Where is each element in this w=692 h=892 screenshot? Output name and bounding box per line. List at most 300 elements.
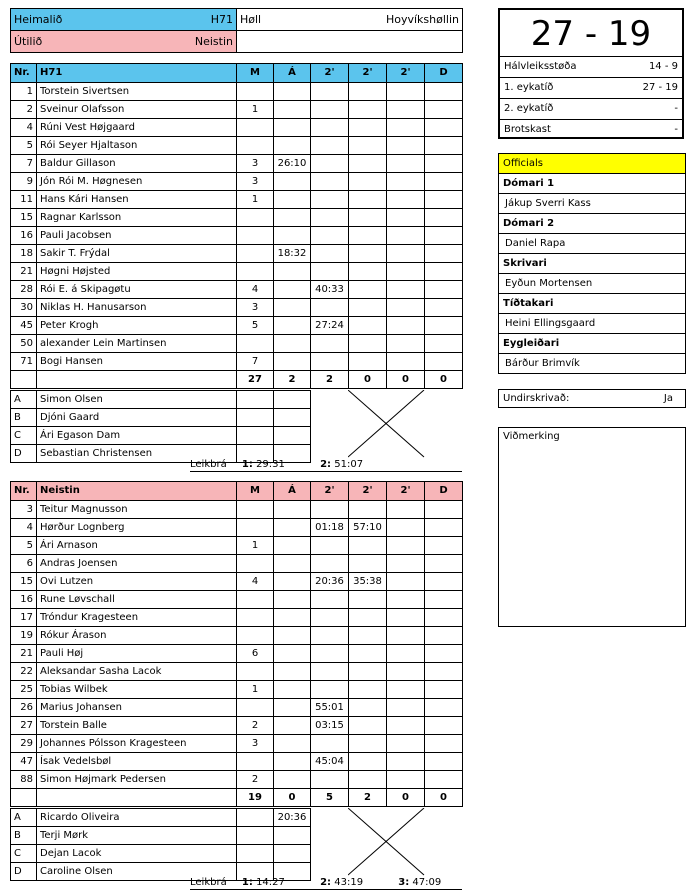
player-disqualification [425, 299, 463, 317]
player-number: 1 [11, 83, 37, 101]
player-suspension-3 [387, 299, 425, 317]
player-disqualification [425, 717, 463, 735]
player-name: Hørður Lognberg [37, 519, 237, 537]
player-number: 21 [11, 645, 37, 663]
player-warning [274, 501, 311, 519]
home-timeout-2-time: 51:07 [334, 459, 364, 470]
away-timeout-3-time: 47:09 [412, 877, 442, 888]
player-warning [274, 573, 311, 591]
player-suspension-2 [349, 335, 387, 353]
player-suspension-3 [387, 155, 425, 173]
totals-row [11, 371, 463, 389]
player-number: 26 [11, 699, 37, 717]
player-row [11, 335, 463, 353]
player-suspension-2 [349, 281, 387, 299]
score-row [500, 78, 682, 99]
totals-blank [37, 789, 237, 807]
player-goals [237, 609, 274, 627]
player-suspension-3 [387, 101, 425, 119]
player-disqualification [425, 753, 463, 771]
away-team-name: Neistin [194, 35, 233, 48]
home-team-cell [11, 9, 237, 31]
final-score: 27 - 19 [500, 10, 682, 57]
player-row [11, 173, 463, 191]
player-suspension-1 [311, 735, 349, 753]
staff-blank [237, 827, 274, 845]
player-name: Niklas H. Hanusarson [37, 299, 237, 317]
player-number: 4 [11, 119, 37, 137]
player-suspension-1 [311, 591, 349, 609]
player-suspension-3 [387, 317, 425, 335]
player-suspension-3 [387, 335, 425, 353]
player-number: 5 [11, 537, 37, 555]
staff-name: Ricardo Oliveira [37, 809, 237, 827]
player-suspension-2 [349, 771, 387, 789]
player-name: Pauli Høj [37, 645, 237, 663]
score-row [500, 99, 682, 120]
player-row [11, 537, 463, 555]
player-row [11, 281, 463, 299]
player-suspension-3 [387, 173, 425, 191]
col-m: M [237, 482, 274, 501]
player-disqualification [425, 555, 463, 573]
official-role: Dómari 1 [498, 174, 686, 194]
player-warning [274, 335, 311, 353]
player-suspension-1 [311, 353, 349, 371]
official-name: Bárður Brimvík [498, 354, 686, 374]
player-disqualification [425, 263, 463, 281]
col-t2: 2' [349, 64, 387, 83]
player-suspension-3 [387, 227, 425, 245]
player-row [11, 263, 463, 281]
player-number: 17 [11, 609, 37, 627]
player-suspension-2 [349, 555, 387, 573]
player-suspension-1: 20:36 [311, 573, 349, 591]
player-suspension-3 [387, 717, 425, 735]
player-suspension-3 [387, 609, 425, 627]
staff-name: Djóni Gaard [37, 409, 237, 427]
staff-name: Ári Egason Dam [37, 427, 237, 445]
player-warning [274, 263, 311, 281]
player-suspension-3 [387, 591, 425, 609]
hall-label: Høll [240, 13, 262, 26]
home-timeouts [190, 458, 462, 472]
away-timeouts [190, 876, 462, 890]
player-name: Simon Højmark Pedersen [37, 771, 237, 789]
home-label: Heimalið [14, 13, 63, 26]
player-warning [274, 281, 311, 299]
player-goals: 3 [237, 735, 274, 753]
player-number: 21 [11, 263, 37, 281]
player-suspension-2 [349, 263, 387, 281]
player-name: Ári Arnason [37, 537, 237, 555]
player-suspension-2 [349, 717, 387, 735]
player-disqualification [425, 663, 463, 681]
player-warning [274, 317, 311, 335]
player-disqualification [425, 227, 463, 245]
player-disqualification [425, 771, 463, 789]
staff-warning [274, 845, 311, 863]
player-suspension-3 [387, 191, 425, 209]
player-suspension-2 [349, 501, 387, 519]
player-suspension-3 [387, 245, 425, 263]
home-team-name: H71 [210, 13, 233, 26]
staff-warning [274, 827, 311, 845]
home-staff-crossed-box [348, 390, 462, 458]
player-suspension-2 [349, 245, 387, 263]
away-team-cell [11, 31, 237, 53]
away-timeout-2-time: 43:19 [334, 877, 364, 888]
away-label: Útilið [14, 35, 43, 48]
staff-name: Sebastian Christensen [37, 445, 237, 463]
total-t3: 0 [387, 371, 425, 389]
total-m: 19 [237, 789, 274, 807]
player-warning [274, 681, 311, 699]
col-m: M [237, 64, 274, 83]
total-a: 2 [274, 371, 311, 389]
player-suspension-3 [387, 519, 425, 537]
totals-blank [11, 371, 37, 389]
home-timeout-1-time: 29:31 [256, 459, 285, 470]
player-name: Peter Krogh [37, 317, 237, 335]
player-row [11, 353, 463, 371]
player-suspension-3 [387, 699, 425, 717]
player-row [11, 591, 463, 609]
player-number: 22 [11, 663, 37, 681]
score-box [498, 8, 684, 139]
player-disqualification [425, 173, 463, 191]
totals-row [11, 789, 463, 807]
player-number: 30 [11, 299, 37, 317]
player-suspension-3 [387, 281, 425, 299]
player-row [11, 209, 463, 227]
player-suspension-2 [349, 227, 387, 245]
col-nr: Nr. [11, 482, 37, 501]
player-suspension-1: 27:24 [311, 317, 349, 335]
player-suspension-2 [349, 609, 387, 627]
player-goals: 3 [237, 173, 274, 191]
totals-blank [11, 789, 37, 807]
away-timeout-2-num: 2: [320, 877, 332, 888]
player-row [11, 771, 463, 789]
staff-name: Terji Mørk [37, 827, 237, 845]
player-goals: 4 [237, 281, 274, 299]
score-row-label: 1. eykatíð [504, 82, 554, 93]
player-warning: 18:32 [274, 245, 311, 263]
player-warning [274, 591, 311, 609]
player-suspension-2 [349, 83, 387, 101]
player-warning [274, 119, 311, 137]
signed-box [498, 389, 686, 408]
player-number: 18 [11, 245, 37, 263]
player-warning [274, 173, 311, 191]
player-row [11, 681, 463, 699]
staff-blank [237, 427, 274, 445]
player-name: Andras Joensen [37, 555, 237, 573]
staff-warning [274, 391, 311, 409]
player-goals [237, 335, 274, 353]
player-goals [237, 227, 274, 245]
player-warning [274, 353, 311, 371]
staff-code: D [11, 445, 37, 463]
player-disqualification [425, 83, 463, 101]
player-warning [274, 137, 311, 155]
player-suspension-3 [387, 537, 425, 555]
player-number: 88 [11, 771, 37, 789]
player-disqualification [425, 609, 463, 627]
match-info-table [10, 8, 463, 53]
player-disqualification [425, 335, 463, 353]
player-name: Torstein Balle [37, 717, 237, 735]
player-goals: 3 [237, 299, 274, 317]
player-suspension-2 [349, 591, 387, 609]
staff-blank [237, 391, 274, 409]
score-row [500, 57, 682, 78]
player-number: 16 [11, 591, 37, 609]
player-suspension-3 [387, 735, 425, 753]
staff-warning [274, 409, 311, 427]
player-disqualification [425, 119, 463, 137]
player-goals [237, 699, 274, 717]
player-row [11, 555, 463, 573]
player-number: 9 [11, 173, 37, 191]
score-row-value: - [674, 103, 678, 114]
player-goals [237, 663, 274, 681]
player-goals [237, 209, 274, 227]
player-goals [237, 501, 274, 519]
player-warning [274, 645, 311, 663]
player-number: 27 [11, 717, 37, 735]
player-suspension-1 [311, 209, 349, 227]
player-suspension-2 [349, 663, 387, 681]
player-suspension-3 [387, 501, 425, 519]
player-number: 5 [11, 137, 37, 155]
staff-code: A [11, 391, 37, 409]
staff-code: B [11, 827, 37, 845]
official-name: Heini Ellingsgaard [498, 314, 686, 334]
player-disqualification [425, 699, 463, 717]
total-t2: 2 [349, 789, 387, 807]
player-disqualification [425, 501, 463, 519]
player-name: Sveinur Olafsson [37, 101, 237, 119]
score-row-value: 27 - 19 [642, 82, 678, 93]
away-timeout-1-num: 1: [241, 877, 253, 888]
player-disqualification [425, 681, 463, 699]
blank-cell [237, 31, 463, 53]
hall-name: Hoyvíkshøllin [385, 13, 459, 26]
total-t2: 0 [349, 371, 387, 389]
player-suspension-1: 45:04 [311, 753, 349, 771]
official-name: Daniel Rapa [498, 234, 686, 254]
score-row-value: 14 - 9 [648, 61, 678, 72]
player-name: Rúni Vest Højgaard [37, 119, 237, 137]
score-row [500, 120, 682, 140]
player-row [11, 101, 463, 119]
player-suspension-3 [387, 263, 425, 281]
player-warning: 26:10 [274, 155, 311, 173]
player-suspension-1: 01:18 [311, 519, 349, 537]
signed-label: Undirskrivað: [503, 393, 570, 404]
player-suspension-1: 40:33 [311, 281, 349, 299]
player-suspension-1 [311, 191, 349, 209]
player-disqualification [425, 573, 463, 591]
player-warning [274, 83, 311, 101]
player-number: 3 [11, 501, 37, 519]
total-d: 0 [425, 789, 463, 807]
player-disqualification [425, 519, 463, 537]
staff-code: A [11, 809, 37, 827]
col-d: D [425, 482, 463, 501]
player-goals: 4 [237, 573, 274, 591]
col-nr: Nr. [11, 64, 37, 83]
player-name: Torstein Sivertsen [37, 83, 237, 101]
player-suspension-1: 55:01 [311, 699, 349, 717]
player-disqualification [425, 591, 463, 609]
player-suspension-2 [349, 155, 387, 173]
player-suspension-1 [311, 501, 349, 519]
player-name: Bogi Hansen [37, 353, 237, 371]
staff-name: Dejan Lacok [37, 845, 237, 863]
player-suspension-2 [349, 753, 387, 771]
player-name: alexander Lein Martinsen [37, 335, 237, 353]
col-t2: 2' [349, 482, 387, 501]
player-warning [274, 519, 311, 537]
player-goals: 2 [237, 771, 274, 789]
player-name: Sakir T. Frýdal [37, 245, 237, 263]
player-number: 15 [11, 573, 37, 591]
player-goals [237, 83, 274, 101]
player-warning [274, 771, 311, 789]
player-suspension-3 [387, 681, 425, 699]
player-suspension-1 [311, 335, 349, 353]
col-t1: 2' [311, 64, 349, 83]
staff-code: D [11, 863, 37, 881]
player-suspension-2 [349, 119, 387, 137]
player-name: Jón Rói M. Høgnesen [37, 173, 237, 191]
col-a: Á [274, 64, 311, 83]
player-row [11, 119, 463, 137]
home-team-header: H71 [37, 64, 237, 83]
player-number: 15 [11, 209, 37, 227]
player-warning [274, 299, 311, 317]
col-t3: 2' [387, 482, 425, 501]
player-goals [237, 753, 274, 771]
player-warning [274, 609, 311, 627]
player-goals: 1 [237, 101, 274, 119]
player-row [11, 317, 463, 335]
staff-blank [237, 409, 274, 427]
player-goals [237, 627, 274, 645]
player-disqualification [425, 537, 463, 555]
player-disqualification [425, 137, 463, 155]
player-warning [274, 209, 311, 227]
player-suspension-2 [349, 191, 387, 209]
player-goals: 7 [237, 353, 274, 371]
player-name: Høgni Højsted [37, 263, 237, 281]
player-suspension-3 [387, 555, 425, 573]
official-role: Skrivari [498, 254, 686, 274]
player-row [11, 717, 463, 735]
player-name: Baldur Gillason [37, 155, 237, 173]
staff-name: Simon Olsen [37, 391, 237, 409]
player-name: Pauli Jacobsen [37, 227, 237, 245]
player-suspension-1 [311, 119, 349, 137]
player-name: Johannes Pólsson Kragesteen [37, 735, 237, 753]
player-name: Ovi Lutzen [37, 573, 237, 591]
official-name: Eyðun Mortensen [498, 274, 686, 294]
player-suspension-1 [311, 227, 349, 245]
player-warning [274, 537, 311, 555]
total-t3: 0 [387, 789, 425, 807]
player-suspension-3 [387, 645, 425, 663]
player-suspension-1 [311, 645, 349, 663]
player-suspension-1 [311, 555, 349, 573]
player-name: Teitur Magnusson [37, 501, 237, 519]
col-t3: 2' [387, 64, 425, 83]
official-role: Eygleiðari [498, 334, 686, 354]
home-timeout-2-num: 2: [320, 459, 332, 470]
player-suspension-1 [311, 299, 349, 317]
player-goals: 6 [237, 645, 274, 663]
player-warning [274, 227, 311, 245]
away-timeouts-label: Leikbrá [190, 877, 227, 888]
player-disqualification [425, 101, 463, 119]
player-suspension-2 [349, 699, 387, 717]
staff-warning [274, 427, 311, 445]
player-suspension-1 [311, 83, 349, 101]
player-disqualification [425, 191, 463, 209]
player-row [11, 227, 463, 245]
player-name: Rune Løvschall [37, 591, 237, 609]
player-goals: 1 [237, 681, 274, 699]
player-suspension-2 [349, 209, 387, 227]
player-suspension-1 [311, 101, 349, 119]
official-role: Tíðtakari [498, 294, 686, 314]
player-warning [274, 191, 311, 209]
player-goals: 5 [237, 317, 274, 335]
staff-warning: 20:36 [274, 809, 311, 827]
player-suspension-1 [311, 609, 349, 627]
player-name: Hans Kári Hansen [37, 191, 237, 209]
player-number: 19 [11, 627, 37, 645]
player-suspension-2 [349, 627, 387, 645]
player-goals: 1 [237, 537, 274, 555]
official-name: Jákup Sverri Kass [498, 194, 686, 214]
player-goals: 2 [237, 717, 274, 735]
player-number: 7 [11, 155, 37, 173]
player-goals [237, 555, 274, 573]
player-row [11, 609, 463, 627]
player-disqualification [425, 155, 463, 173]
player-name: Rói E. á Skipagøtu [37, 281, 237, 299]
player-goals: 3 [237, 155, 274, 173]
player-goals: 1 [237, 191, 274, 209]
home-timeout-1-num: 1: [241, 459, 253, 470]
player-suspension-2 [349, 137, 387, 155]
player-suspension-1 [311, 681, 349, 699]
player-number: 2 [11, 101, 37, 119]
player-disqualification [425, 245, 463, 263]
col-d: D [425, 64, 463, 83]
remarks-box [498, 427, 686, 627]
player-suspension-1 [311, 771, 349, 789]
staff-blank [237, 809, 274, 827]
player-goals [237, 519, 274, 537]
away-timeout-3-num: 3: [398, 877, 410, 888]
player-goals [237, 245, 274, 263]
score-row-value: - [674, 124, 678, 135]
col-a: Á [274, 482, 311, 501]
